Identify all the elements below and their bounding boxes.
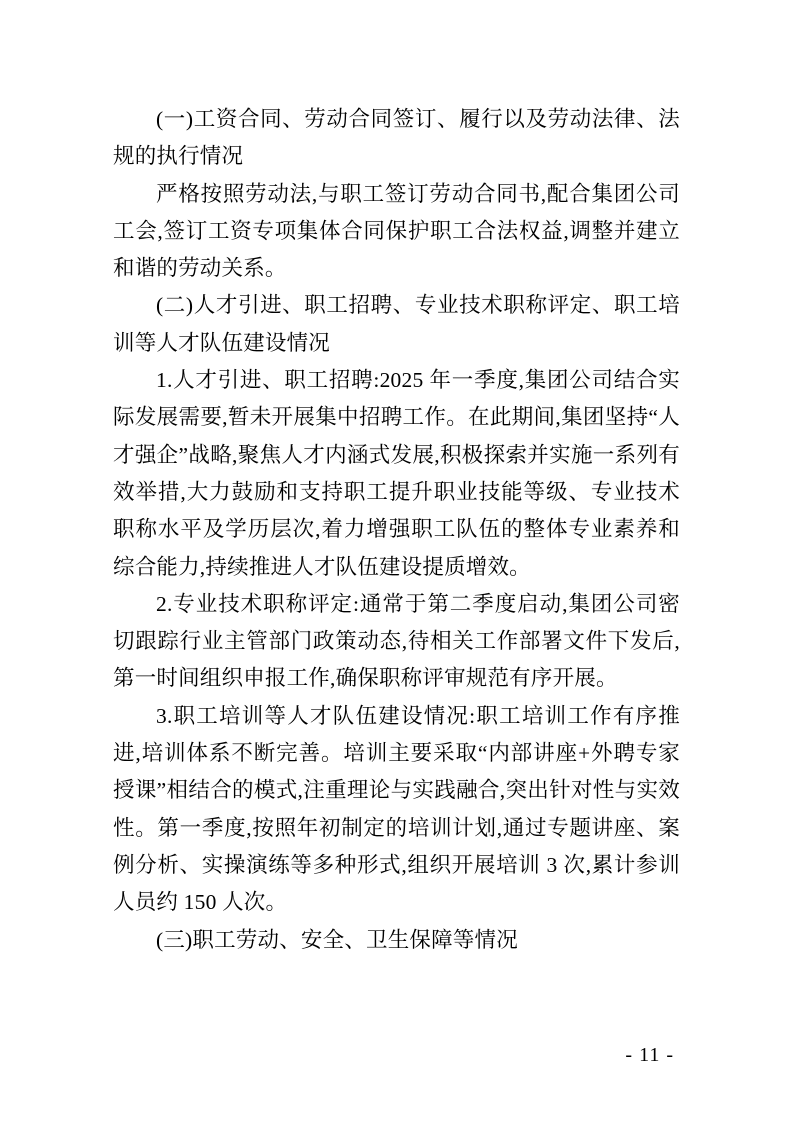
section-heading-3: (三)职工劳动、安全、卫生保障等情况 xyxy=(156,927,518,952)
body-paragraph-labor-contracts: 严格按照劳动法,与职工签订劳动合同书,配合集团公司工会,签订工资专项集体合同保护职工合法权益,调整并建立和谐的劳动关系。 xyxy=(113,181,680,281)
page-number: - 11 - xyxy=(625,1044,674,1066)
body-paragraph-staff-training: 3.职工培训等人才队伍建设情况:职工培训工作有序推进,培训体系不断完善。培训主要采取“内部讲座+外聘专家授课”相结合的模式,注重理论与实践融合,突出针对性与实效性。第一季度,按照年初制定的培训计划,通过专题讲座、案例分析、实操演练等多种形式,组织开展培训 3 次,累计参训人员约 150 人次。 xyxy=(113,703,680,915)
section-heading-2: (二)人才引进、职工招聘、专业技术职称评定、职工培训等人才队伍建设情况 xyxy=(113,293,680,355)
section-heading-1: (一)工资合同、劳动合同签订、履行以及劳动法律、法规的执行情况 xyxy=(113,107,680,169)
body-paragraph-title-evaluation: 2.专业技术职称评定:通常于第二季度启动,集团公司密切跟踪行业主管部门政策动态,待相关工作部署文件下发后,第一时间组织申报工作,确保职称评审规范有序开展。 xyxy=(113,591,680,691)
document-body xyxy=(113,101,680,959)
body-paragraph-talent-recruitment: 1.人才引进、职工招聘:2025 年一季度,集团公司结合实际发展需要,暂未开展集中招聘工作。在此期间,集团坚持“人才强企”战略,聚焦人才内涵式发展,积极探索并实施一系列有效举措,大力鼓励和支持职工提升职业技能等级、专业技术职称水平及学历层次,着力增强职工队伍的整体专业素养和综合能力,持续推进人才队伍建设提质增效。 xyxy=(113,368,680,579)
